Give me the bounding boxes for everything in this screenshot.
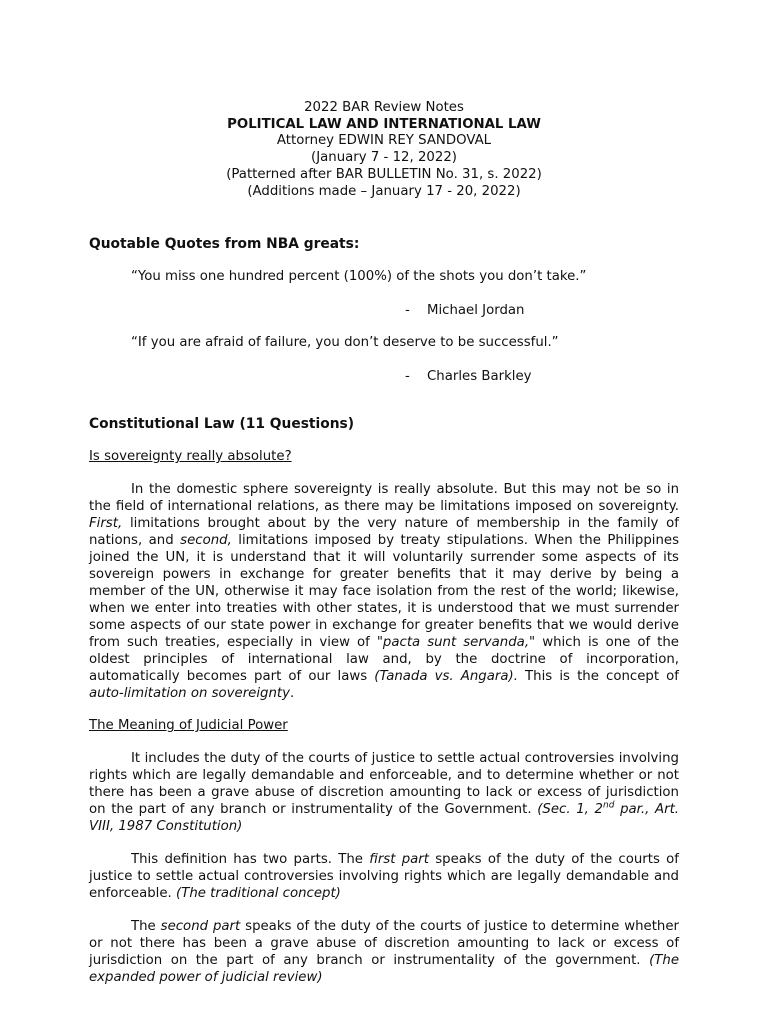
paragraph-sovereignty — [89, 481, 679, 702]
text-run: limitations imposed by treaty stipulations. When the Philippines joined the UN, it is understand that it will voluntarily surrender some aspects of its sovereign powers in exchange for greater benefits that it may derive by being a member of the UN, otherwise it may face isolation from the rest of the world; likewise, when we enter into treaties with other states, it is understood that we must surrender some aspects of our state power in exchange for greater benefits that we would derive from such treaties, especially in view of — [89, 533, 680, 651]
emphasis-first: First, — [89, 516, 123, 532]
quote-jordan: “You miss one hundred percent (100%) of the shots you don’t take.” — [131, 269, 587, 285]
subheading-sovereignty: Is sovereignty really absolute? — [89, 449, 292, 465]
text-run: . — [290, 686, 295, 702]
concept-term: auto-limitation on sovereignty — [89, 686, 291, 702]
paragraph-judicial-power-definition — [89, 750, 679, 835]
attribution-dash: - — [405, 369, 410, 385]
text-run: This is the concept of — [517, 669, 679, 685]
additions-note: (Additions made – January 17 - 20, 2022) — [247, 183, 521, 199]
ordinal-suffix: nd — [603, 800, 615, 811]
case-citation: (Tanada vs. Angara). — [374, 669, 518, 685]
text-run: par., Art. VIII, 1987 Constitution) — [89, 802, 680, 835]
subheading-judicial-power: The Meaning of Judicial Power — [89, 718, 288, 734]
emphasis-second: second, — [180, 533, 232, 549]
paragraph-second-part — [89, 918, 679, 986]
document-title: POLITICAL LAW AND INTERNATIONAL LAW — [227, 116, 541, 132]
quote-attribution-barkley — [89, 368, 679, 385]
date-range: (January 7 - 12, 2022) — [311, 150, 457, 166]
bulletin-note: (Patterned after BAR BULLETIN No. 31, s. 2022) — [226, 166, 542, 182]
text-run: which is one of the oldest principles of international law and, by the doctrine of incorporation, automatically becomes part of our laws — [89, 635, 679, 685]
review-notes-label: 2022 BAR Review Notes — [304, 100, 464, 115]
text-run: The — [131, 919, 161, 935]
emphasis-first-part: first part — [369, 852, 429, 868]
quote-barkley: “If you are afraid of failure, you don’t deserve to be successful.” — [131, 335, 559, 351]
attribution-name: Michael Jordan — [427, 303, 525, 319]
traditional-concept-note: (The traditional concept) — [176, 886, 341, 902]
text-run: limitations brought about by the very nature of membership in the family of nations, and — [89, 516, 679, 549]
expanded-power-note: (The expanded power of judicial review) — [89, 953, 679, 986]
text-run: This definition has two parts. The — [131, 852, 370, 868]
attribution-name: Charles Barkley — [427, 369, 532, 385]
attribution-dash: - — [405, 303, 410, 319]
text-run: It includes the duty of the courts of justice to settle actual controversies involving rights which are legally demandable and enforceable, and to determine whether or not there has been a grave abuse of discretion amounting to lack or excess of jurisdiction on the part of any branch or instrumentality of the Government. — [89, 751, 679, 818]
latin-phrase: "pacta sunt servanda," — [376, 635, 536, 651]
document-page — [89, 100, 679, 986]
author-line: Attorney EDWIN REY SANDOVAL — [276, 133, 492, 149]
quotes-heading: Quotable Quotes from NBA greats: — [89, 236, 360, 253]
section-heading-constitutional-law: Constitutional Law (11 Questions) — [89, 416, 355, 433]
quote-attribution-jordan — [89, 302, 679, 319]
paragraph-first-part — [89, 851, 679, 902]
title-block — [89, 100, 679, 200]
text-run: speaks of the duty of the courts of justice to determine whether or not there has been a grave abuse of discretion amounting to lack or excess of jurisdiction on the part of any branch or instrumentality of the government. — [89, 919, 679, 969]
text-run: (Sec. 1, 2 — [537, 802, 603, 818]
emphasis-second-part: second part — [160, 919, 241, 935]
text-run: In the domestic sphere sovereignty is really absolute. But this may not be so in the field of international relations, as there may be limitations imposed on sovereignty. — [89, 482, 679, 515]
text-run: speaks of the duty of the courts of justice to settle actual controversies involving rights which are legally demandable and enforceable. — [89, 852, 679, 902]
